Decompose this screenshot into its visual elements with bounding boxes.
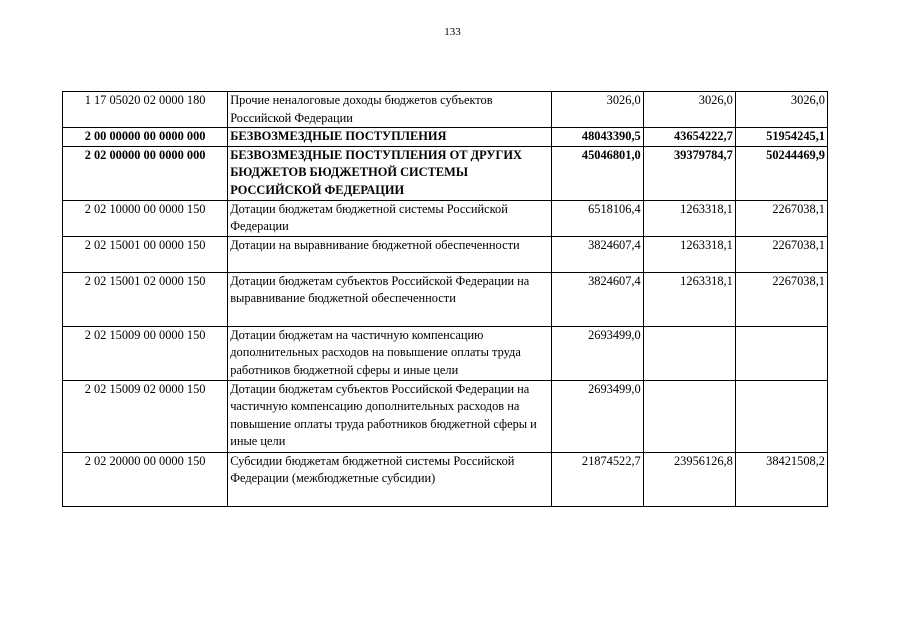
amount-cell-1: 2693499,0 — [551, 380, 643, 452]
table-row — [63, 272, 828, 326]
amount-cell-3 — [735, 326, 827, 380]
revenue-name-cell: БЕЗВОЗМЕЗДНЫЕ ПОСТУПЛЕНИЯ — [228, 128, 551, 147]
amount-cell-2: 1263318,1 — [643, 200, 735, 236]
table-row — [63, 146, 828, 200]
amount-cell-3 — [735, 380, 827, 452]
amount-cell-3: 50244469,9 — [735, 146, 827, 200]
table-row — [63, 236, 828, 272]
budget-code-cell: 2 02 00000 00 0000 000 — [63, 146, 228, 200]
amount-cell-3: 51954245,1 — [735, 128, 827, 147]
amount-cell-1: 45046801,0 — [551, 146, 643, 200]
amount-cell-3: 2267038,1 — [735, 272, 827, 326]
budget-code-cell: 2 00 00000 00 0000 000 — [63, 128, 228, 147]
amount-cell-1: 2693499,0 — [551, 326, 643, 380]
revenue-name-cell: Дотации бюджетам бюджетной системы Российской Федерации — [228, 200, 551, 236]
revenue-name-cell: Субсидии бюджетам бюджетной системы Российской Федерации (межбюджетные субсидии) — [228, 452, 551, 506]
budget-revenue-table — [62, 91, 828, 507]
budget-code-cell: 2 02 15001 00 0000 150 — [63, 236, 228, 272]
amount-cell-1: 3824607,4 — [551, 272, 643, 326]
amount-cell-2 — [643, 380, 735, 452]
table-row — [63, 128, 828, 147]
table-row — [63, 380, 828, 452]
amount-cell-2: 3026,0 — [643, 92, 735, 128]
amount-cell-2: 43654222,7 — [643, 128, 735, 147]
amount-cell-3: 2267038,1 — [735, 236, 827, 272]
amount-cell-1: 3026,0 — [551, 92, 643, 128]
table-row — [63, 326, 828, 380]
amount-cell-2: 39379784,7 — [643, 146, 735, 200]
revenue-name-cell: Дотации на выравнивание бюджетной обеспеченности — [228, 236, 551, 272]
budget-code-cell: 2 02 10000 00 0000 150 — [63, 200, 228, 236]
amount-cell-3: 38421508,2 — [735, 452, 827, 506]
budget-code-cell: 2 02 20000 00 0000 150 — [63, 452, 228, 506]
budget-code-cell: 2 02 15001 02 0000 150 — [63, 272, 228, 326]
page-number: 133 — [444, 26, 461, 38]
amount-cell-1: 6518106,4 — [551, 200, 643, 236]
table-row — [63, 92, 828, 128]
amount-cell-1: 21874522,7 — [551, 452, 643, 506]
budget-code-cell: 2 02 15009 00 0000 150 — [63, 326, 228, 380]
table-row — [63, 452, 828, 506]
budget-code-cell: 1 17 05020 02 0000 180 — [63, 92, 228, 128]
revenue-name-cell: Дотации бюджетам субъектов Российской Федерации на частичную компенсацию дополнительных расходов на повышение оплаты труда работников бюджетной сферы и иные цели — [228, 380, 551, 452]
amount-cell-2: 1263318,1 — [643, 272, 735, 326]
revenue-name-cell: Дотации бюджетам на частичную компенсацию дополнительных расходов на повышение оплаты труда работников бюджетной сферы и иные цели — [228, 326, 551, 380]
revenue-name-cell: БЕЗВОЗМЕЗДНЫЕ ПОСТУПЛЕНИЯ ОТ ДРУГИХ БЮДЖЕТОВ БЮДЖЕТНОЙ СИСТЕМЫ РОССИЙСКОЙ ФЕДЕРАЦИИ — [228, 146, 551, 200]
amount-cell-3: 2267038,1 — [735, 200, 827, 236]
amount-cell-2 — [643, 326, 735, 380]
budget-code-cell: 2 02 15009 02 0000 150 — [63, 380, 228, 452]
amount-cell-3: 3026,0 — [735, 92, 827, 128]
revenue-name-cell: Дотации бюджетам субъектов Российской Федерации на выравнивание бюджетной обеспеченности — [228, 272, 551, 326]
amount-cell-2: 23956126,8 — [643, 452, 735, 506]
amount-cell-2: 1263318,1 — [643, 236, 735, 272]
revenue-name-cell: Прочие неналоговые доходы бюджетов субъектов Российской Федерации — [228, 92, 551, 128]
amount-cell-1: 48043390,5 — [551, 128, 643, 147]
table-row — [63, 200, 828, 236]
amount-cell-1: 3824607,4 — [551, 236, 643, 272]
